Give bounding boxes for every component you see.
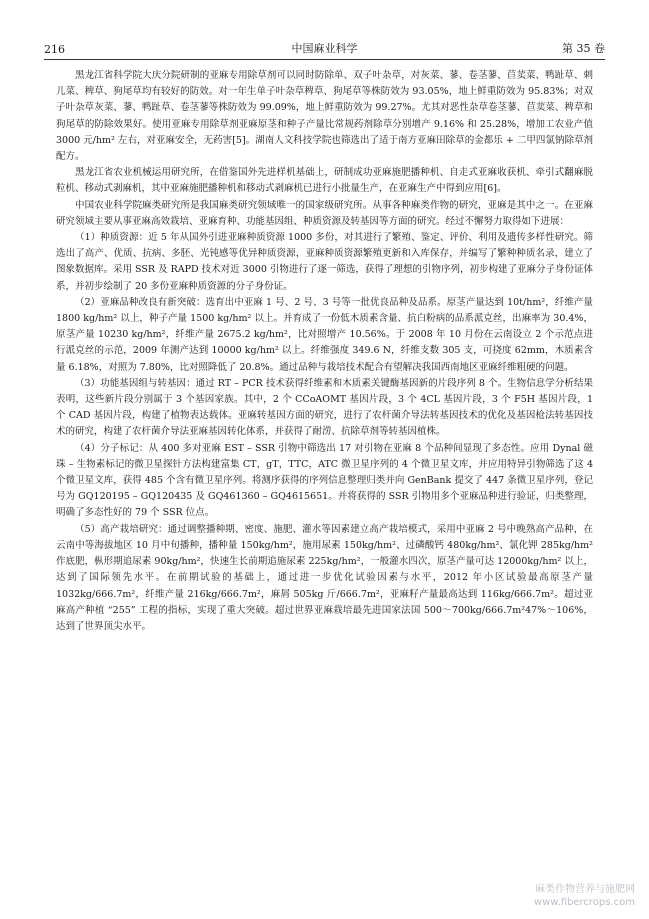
paragraph-machinery: 黑龙江省农业机械运用研究所，在借鉴国外先进样机基础上，研制成功亚麻施肥播种机、自走式亚麻收获机、牵引式翻麻脱粒机、移动式剥麻机，其中亚麻施肥播种机和移动式剥麻机已进行小批量生产，在亚麻生产中得到应用[6]。 [56,167,593,195]
paragraph-genomics: （3）功能基因组与转基因：通过 RT – PCR 技术获得纤维素和木质素关键酶基因新的片段序列 8 个。生物信息学分析结果表明，这些新片段分别属于 3 个基因家族。其中，2 个 CCoAOMT 基因片段，3 个 4CL 基因片段，3 个 F5H 基因片段，1 个 CAD 基因片段，构建了植物表达载体。亚麻转基因方面的研究，进行了农杆菌介导法转基因技术的优化及基因枪法转基因技术的研究，构建了农杆菌介导法亚麻基因转化体系，并获得了耐涝、抗除草剂等转基因植株。 [56,377,593,438]
page-header [44,40,605,60]
volume-label: 第 35 卷 [562,42,605,55]
paragraph-molecular-markers: （4）分子标记：从 400 多对亚麻 EST – SSR 引物中筛选出 17 对引物在亚麻 8 个品种间显现了多态性。应用 Dynal 磁珠 – 生物素标记的微卫星探针方法构建富集 CT，gT，TTC，ATC 微卫星序列的 4 个微卫星文库，并应用特异引物筛选了这 4 个微卫星文库，获得 485 个含有微卫星序列。将测序获得的序列信息整理归类并向 GenBank 提交了 447 条微卫星序列，登记号为 GQ120195 – GQ120435 及 GQ461360 – GQ4615651。并将获得的 SSR 引物用多个亚麻品种进行验证，归类整理，明确了多态性好的 79 个 SSR 位点。 [56,442,593,519]
paragraph-cultivation: （5）高产栽培研究：通过调整播种期、密度、施肥、灌水等因素建立高产栽培模式，采用中亚麻 2 号中晚熟高产品种，在云南中等海拔地区 10 月中旬播种，播种量 150kg/hm²，施用尿素 150kg/hm²、过磷酸钙 480kg/hm²、氯化钾 285kg/hm² 作底肥，枞形期追尿素 90kg/hm²，快速生长前期追施尿素 225kg/hm²，一般灌水四次，原茎产量可达 12000kg/hm² 以上，达到了国际领先水平。在前期试验的基础上，通过进一步优化试验因素与水平，2012 年小区试验最高原茎产量 1032kg/666.7m²，纤维产量 216kg/666.7m²，麻屑 505kg 斤/666.7m²，亚麻籽产量最高达到 116kg/666.7m²。超过亚麻高产种植 “255” 工程的指标，实现了重大突破。超过世界亚麻栽培最先进国家法国 500～700kg/666.7m²47%～106%，达到了世界顶尖水平。 [56,523,593,632]
watermark [534,883,635,909]
journal-title: 中国麻业科学 [291,42,358,55]
watermark-title: 麻类作物营养与施肥网 [535,884,635,895]
page-number: 216 [44,43,65,56]
paragraph-institute: 中国农业科学院麻类研究所是我国麻类研究领域唯一的国家级研究所。从事各种麻类作物的研究，亚麻是其中之一。在亚麻研究领域主要从事亚麻高效栽培、亚麻育种、功能基因组、种质资源及转基因等方面的研究。经过不懈努力取得如下进展： [56,199,593,227]
paragraph-breeding: （2）亚麻品种改良有新突破：选育出中亚麻 1 号、2 号、3 号等一批优良品种及品系。原茎产量达到 10t/hm²，纤维产量 1800 kg/hm² 以上，种子产量 1500 kg/hm² 以上。并育成了一份低木质素含量、抗白粉病的品系派克丝，出麻率为 30.4%，原茎产量 10230 kg/hm²，纤维产量 2675.2 kg/hm²，比对照增产 10.56%。于 2008 年 10 月份在云南设立 2 个示范点进行派克丝的示范，2009 年测产达到 10000 kg/hm² 以上。纤维强度 349.6 N，纤维支数 305 支，可挠度 62mm，木质素含量 6.18%，对照为 7.80%，比对照降低了 20.8%。通过品种与栽培技术配合有望解决我国西南地区亚麻纤维粗硬的问题。 [56,296,593,373]
paragraph-herbicide: 黑龙江省科学院大庆分院研制的亚麻专用除草剂可以同时防除单、双子叶杂草，对灰菜、蓼、卷茎蓼、苣荬菜、鸭趾草、刺儿菜、稗草、狗尾草均有较好的防效。对一年生单子叶杂草稗草、狗尾草等株防效为 93.05%，地上鲜重防效为 95.83%；对双子叶杂草灰菜、蓼、鸭趾草、卷茎蓼等株防效为 99.09%，地上鲜重防效为 99.27%。尤其对恶性杂草卷茎蓼、苣荬菜、稗草和狗尾草的防除效果好。使用亚麻专用除草剂亚麻原茎和种子产量比常规药剂除草分别增产 9.16% 和 25.28%，增加工农业产值 3000 元/hm² 左右，对亚麻安全，无药害[5]。湖南人文科技学院也筛选出了适于南方亚麻田除草的金都乐 + 二甲四氯钠除草剂配方。 [56,70,593,163]
watermark-url: www.fibercrops.com [533,897,635,908]
paragraph-germplasm: （1）种质资源：近 5 年从国外引进亚麻种质资源 1000 多份，对其进行了繁殖、鉴定、评价、利用及遗传多样性研究。筛选出了高产、优质、抗病、多胚、光钝感等优异种质资源，亚麻种质资源繁殖更新和入库保存，并编写了繁种种质名录，建立了图象数据库。采用 SSR 及 RAPD 技术对近 3000 引物进行了逐一筛选，获得了理想的引物序列，初步构建了亚麻分子身份证体系，并初步绘制了 20 多份亚麻种质资源的分子身份证。 [56,232,593,292]
article-body [56,68,593,635]
